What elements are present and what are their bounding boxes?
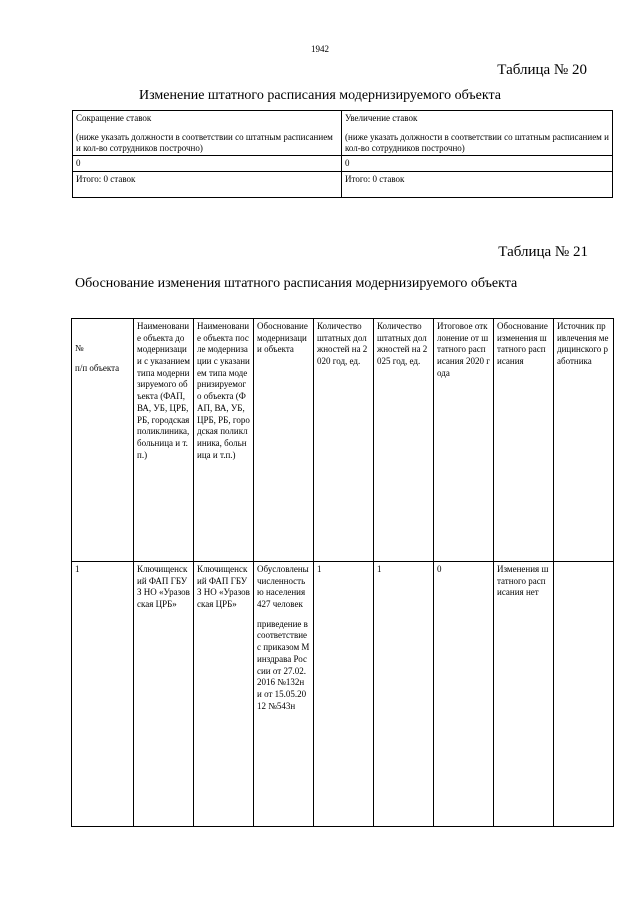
header-change-reason: Обоснование изменения штатного расписания bbox=[494, 319, 554, 562]
row-num: 1 bbox=[72, 562, 134, 827]
header-num bbox=[72, 319, 134, 562]
reduction-total: Итого: 0 ставок bbox=[73, 172, 342, 198]
row-after: Ключищенский ФАП ГБУЗ НО «Уразовская ЦРБ» bbox=[194, 562, 254, 827]
table-cell bbox=[342, 111, 613, 156]
header-deviation: Итоговое отклонение от штатного расписания 2020 года bbox=[434, 319, 494, 562]
table-21-label: Таблица № 21 bbox=[498, 244, 588, 260]
increase-value: 0 bbox=[342, 156, 613, 172]
row-change-reason: Изменения штатного расписания нет bbox=[494, 562, 554, 827]
table-row bbox=[73, 156, 613, 172]
row-deviation: 0 bbox=[434, 562, 494, 827]
row-count-2020: 1 bbox=[314, 562, 374, 827]
increase-total: Итого: 0 ставок bbox=[342, 172, 613, 198]
row-before: Ключищенский ФАП ГБУЗ НО «Уразовская ЦРБ» bbox=[134, 562, 194, 827]
table-20-title: Изменение штатного расписания модернизируемого объекта bbox=[138, 88, 502, 103]
table-cell bbox=[73, 111, 342, 156]
table-row bbox=[72, 562, 614, 827]
header-num-symbol: № bbox=[75, 343, 84, 353]
increase-header: Увеличение ставок bbox=[345, 113, 418, 123]
header-num-text: п/п объекта bbox=[75, 362, 120, 373]
reduction-header: Сокращение ставок bbox=[76, 113, 152, 123]
header-count-2025: Количество штатных должностей на 2025 год, ед. bbox=[374, 319, 434, 562]
table-header-row bbox=[72, 319, 614, 562]
table-row bbox=[73, 172, 613, 198]
table-21-title: Обоснование изменения штатного расписания модернизируемого объекта bbox=[75, 276, 518, 291]
header-before: Наименование объекта до модернизации с указанием типа модернизируемого объекта (ФАП, ВА, УБ, ЦРБ, РБ, городская поликлиника, больница и т.п.) bbox=[134, 319, 194, 562]
row-reason-order: приведение в соответствие с приказом Минздрава России от 27.02.2016 №132н и от 15.05.2012 №543н bbox=[257, 618, 310, 711]
row-reason bbox=[254, 562, 314, 827]
header-after: Наименование объекта после модернизации с указанием типа модернизируемого объекта (ФАП, ВА, УБ, ЦРБ, РБ, городская поликлиника, больница и т.п.) bbox=[194, 319, 254, 562]
row-count-2025: 1 bbox=[374, 562, 434, 827]
page-number: 1942 bbox=[311, 44, 329, 54]
table-20-label: Таблица № 20 bbox=[497, 62, 587, 78]
staffing-justification-table bbox=[71, 318, 614, 827]
header-reason: Обоснование модернизации объекта bbox=[254, 319, 314, 562]
header-count-2020: Количество штатных должностей на 2020 год, ед. bbox=[314, 319, 374, 562]
reduction-value: 0 bbox=[73, 156, 342, 172]
header-source: Источник привлечения медицинского работника bbox=[554, 319, 614, 562]
table-row bbox=[73, 111, 613, 156]
row-source bbox=[554, 562, 614, 827]
staffing-change-table bbox=[72, 110, 613, 198]
reduction-note: (ниже указать должности в соответствии со штатным расписанием и кол-во сотрудников построчно) bbox=[76, 131, 333, 153]
increase-note: (ниже указать должности в соответствии со штатным расписанием и кол-во сотрудников построчно) bbox=[345, 131, 609, 153]
row-reason-population: Обусловлены численностью населения 427 человек bbox=[257, 564, 309, 610]
